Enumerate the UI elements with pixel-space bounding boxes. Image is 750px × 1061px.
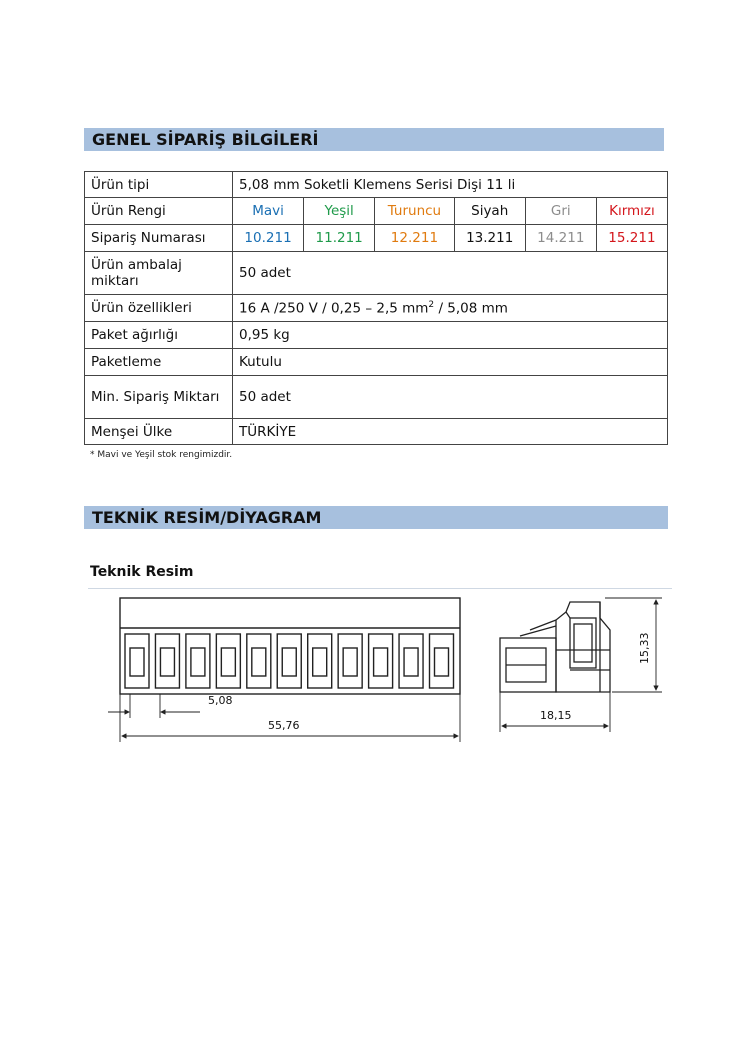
color-name-kirmizi: Kırmızı (596, 198, 667, 225)
label-min-order: Min. Sipariş Miktarı (85, 376, 233, 419)
color-name-mavi: Mavi (233, 198, 304, 225)
table-row (85, 225, 668, 252)
value-product-type: 5,08 mm Soketli Klemens Serisi Dişi 11 li (233, 172, 668, 198)
socket-outline (125, 634, 149, 688)
value-packaging-qty: 50 adet (233, 252, 668, 295)
features-suffix: / 5,08 mm (434, 300, 508, 317)
socket-outline (247, 634, 271, 688)
socket-opening (252, 648, 266, 676)
subtitle-technical-drawing: Teknik Resim (90, 564, 194, 580)
features-prefix: 16 A /250 V / 0,25 – 2,5 mm (239, 300, 429, 317)
dim-depth: 18,15 (540, 709, 572, 722)
socket-outline (277, 634, 301, 688)
label-product-type: Ürün tipi (85, 172, 233, 198)
socket-opening (282, 648, 296, 676)
socket-outline (338, 634, 362, 688)
socket-opening (191, 648, 205, 676)
socket-opening (404, 648, 418, 676)
color-name-siyah: Siyah (454, 198, 525, 225)
socket-opening (313, 648, 327, 676)
socket-outline (369, 634, 393, 688)
color-name-yesil: Yeşil (304, 198, 375, 225)
order-code-kirmizi: 15.211 (596, 225, 667, 252)
label-packaging-qty: Ürün ambalaj miktarı (85, 252, 233, 295)
label-product-color: Ürün Rengi (85, 198, 233, 225)
dim-pitch: 5,08 (208, 694, 233, 707)
value-origin: TÜRKİYE (233, 419, 668, 445)
socket-outline (216, 634, 240, 688)
table-row (85, 172, 668, 198)
table-row (85, 198, 668, 225)
socket-outline (155, 634, 179, 688)
socket-opening (435, 648, 449, 676)
table-row (85, 376, 668, 419)
front-view (120, 598, 460, 694)
socket-outline (430, 634, 454, 688)
front-dimensions (108, 694, 460, 742)
technical-drawing (100, 590, 670, 745)
socket-opening (374, 648, 388, 676)
label-weight: Paket ağırlığı (85, 322, 233, 349)
value-features (233, 295, 668, 322)
value-packing: Kutulu (233, 349, 668, 376)
socket-opening (130, 648, 144, 676)
order-code-gri: 14.211 (525, 225, 596, 252)
value-weight: 0,95 kg (233, 322, 668, 349)
footnote: * Mavi ve Yeşil stok rengimizdir. (90, 450, 233, 460)
label-packing: Paketleme (85, 349, 233, 376)
table-row (85, 349, 668, 376)
features-sup: 2 (428, 299, 435, 310)
table-row (85, 295, 668, 322)
label-origin: Menşei Ülke (85, 419, 233, 445)
table-row (85, 252, 668, 295)
divider (88, 588, 672, 589)
socket-opening (221, 648, 235, 676)
socket-opening (160, 648, 174, 676)
order-code-turuncu: 12.211 (375, 225, 454, 252)
table-row (85, 419, 668, 445)
color-name-gri: Gri (525, 198, 596, 225)
color-name-turuncu: Turuncu (375, 198, 454, 225)
order-code-mavi: 10.211 (233, 225, 304, 252)
order-info-table (84, 171, 668, 445)
dim-height: 15,33 (638, 632, 651, 664)
socket-outline (308, 634, 332, 688)
socket-outline (399, 634, 423, 688)
table-row (85, 322, 668, 349)
label-order-number: Sipariş Numarası (85, 225, 233, 252)
section-header-general-order-info: GENEL SİPARİŞ BİLGİLERİ (84, 128, 664, 151)
section-header-technical-drawing: TEKNİK RESİM/DİYAGRAM (84, 506, 668, 529)
label-features: Ürün özellikleri (85, 295, 233, 322)
order-code-siyah: 13.211 (454, 225, 525, 252)
socket-group (125, 634, 454, 688)
value-min-order: 50 adet (233, 376, 668, 419)
order-code-yesil: 11.211 (304, 225, 375, 252)
dim-total-width: 55,76 (268, 719, 300, 732)
side-view (500, 602, 610, 692)
socket-outline (186, 634, 210, 688)
socket-opening (343, 648, 357, 676)
